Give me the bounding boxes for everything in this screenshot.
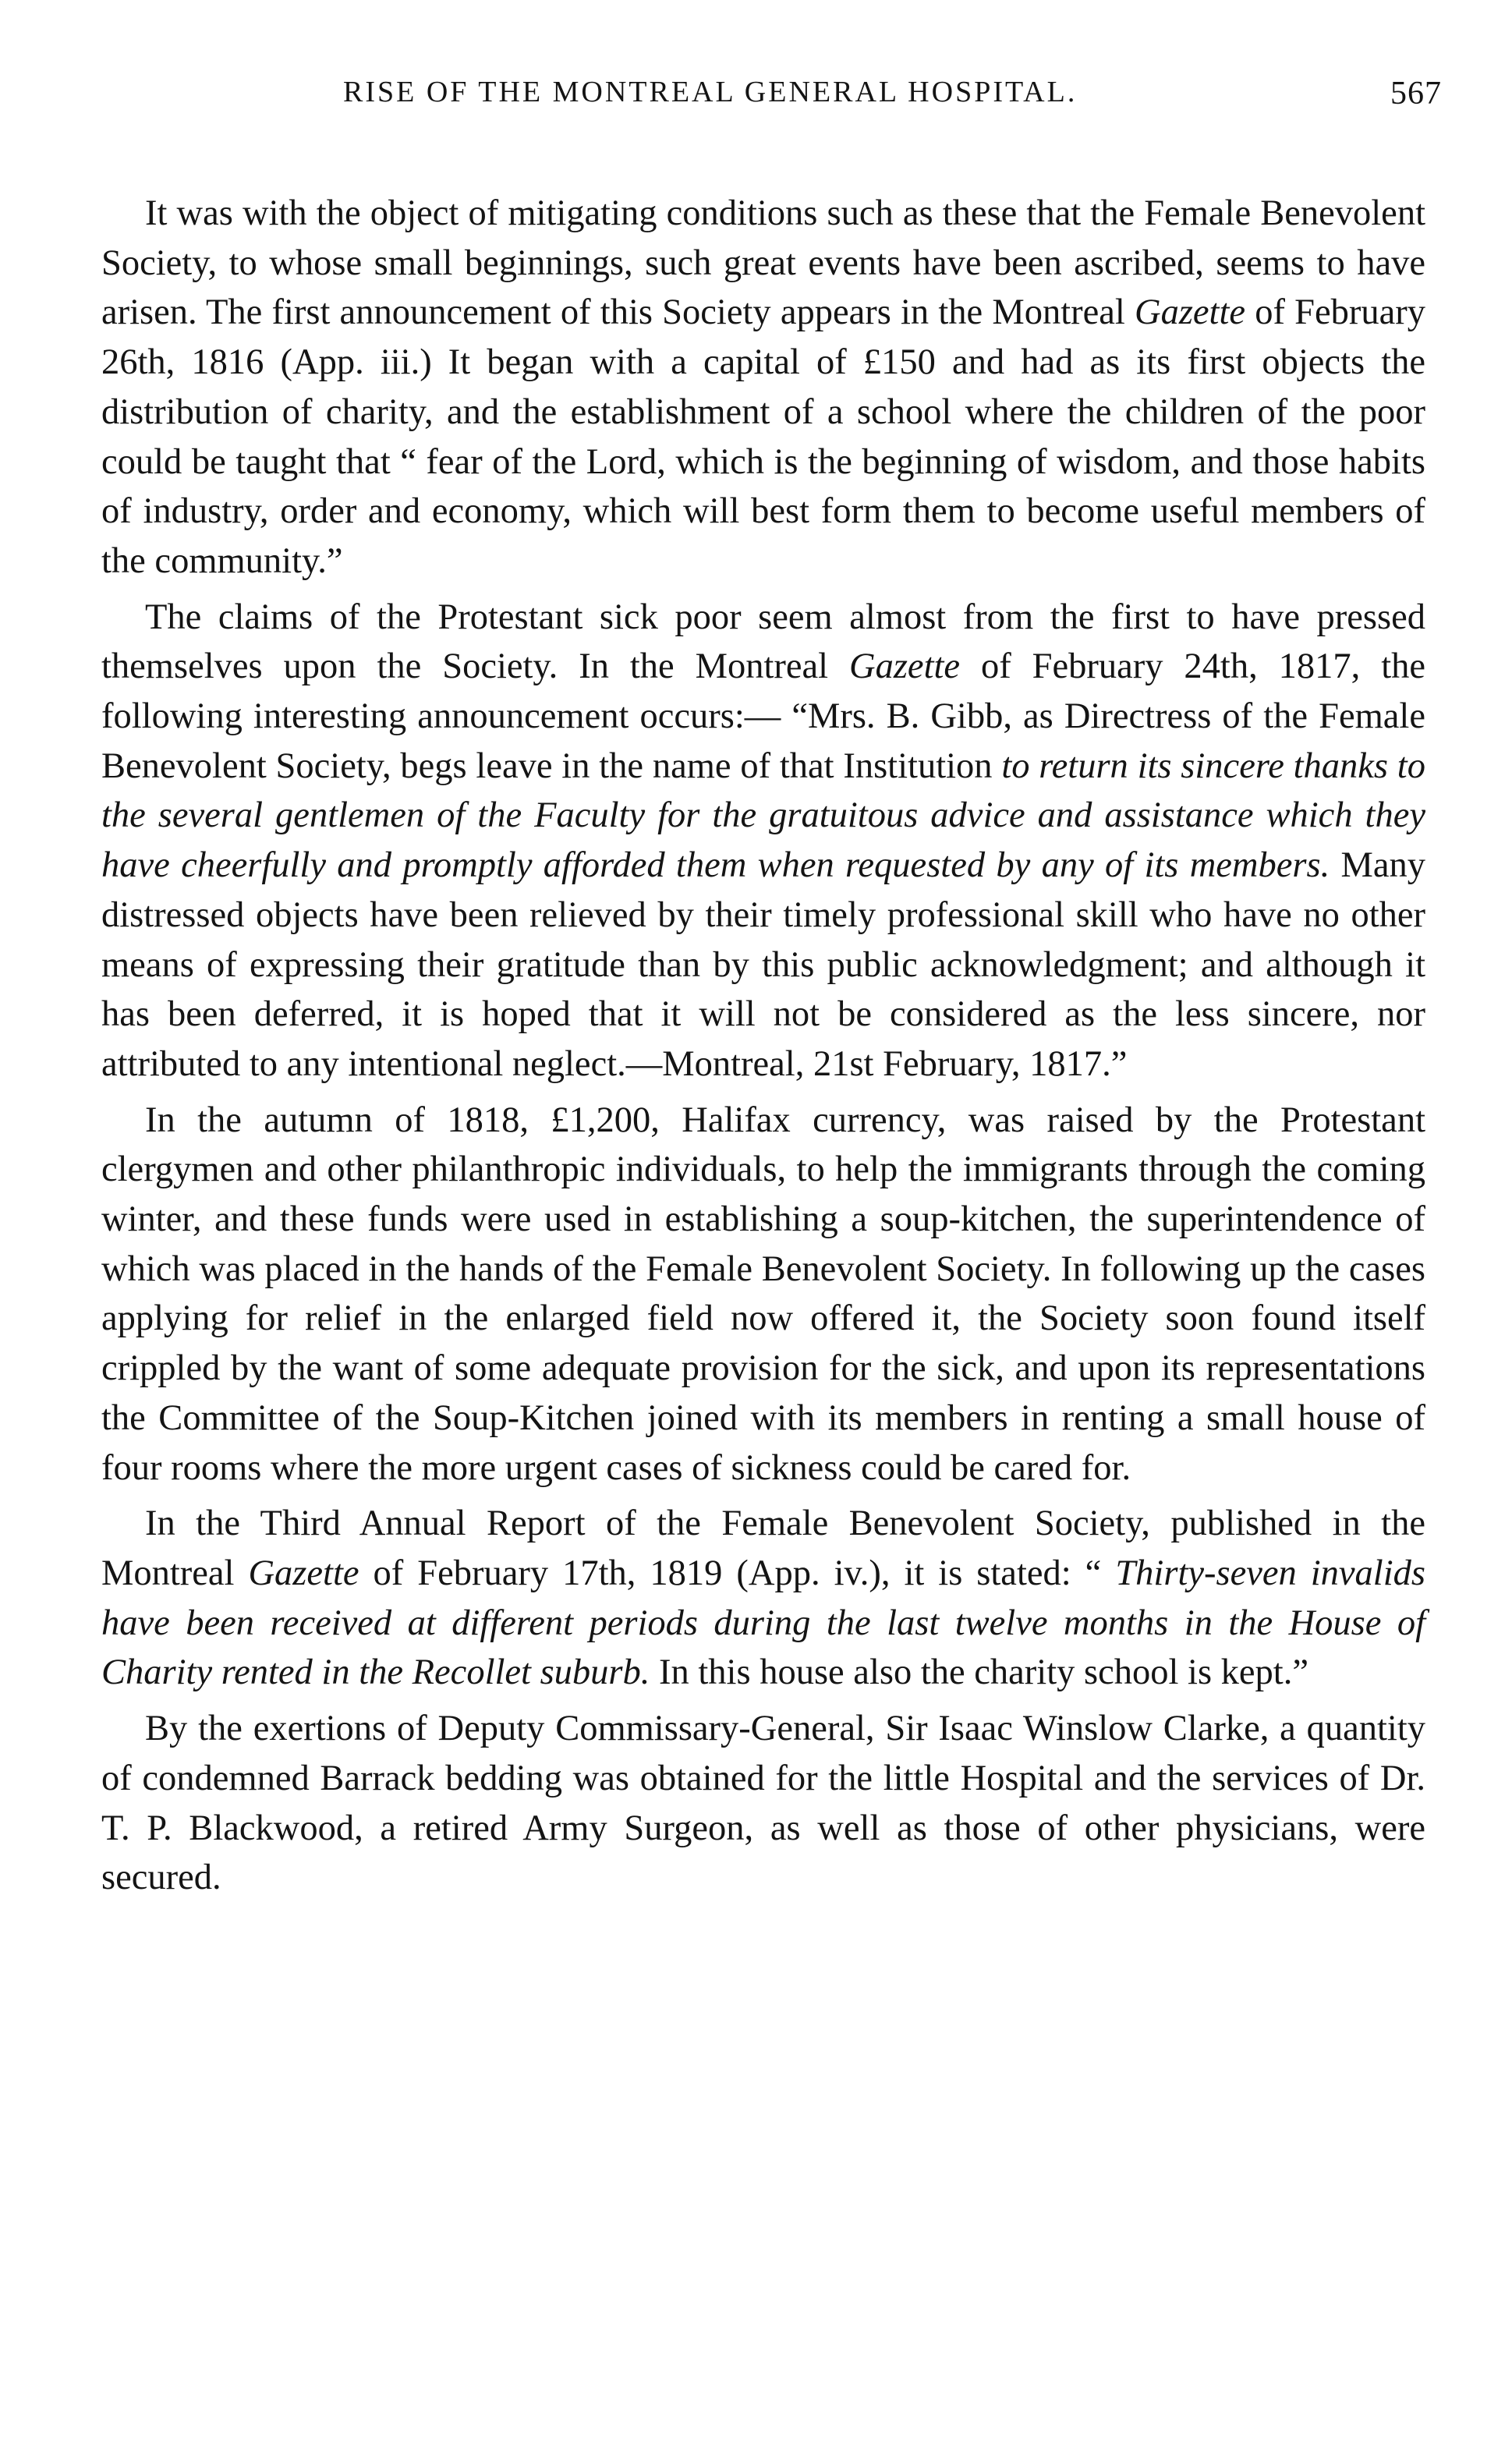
page-number: 567 (1390, 76, 1442, 112)
running-header (101, 75, 1442, 129)
text-run: of February 26th, 1816 (App. iii.) It began with a capital of £150 and had as its first objects the distribution of charity, and the establishment of a school where the children of the poor could be taught that “ fear of the Lord, which is the beginning of wisdom, and those habits of industry, order and economy, which will best form them to become useful members of the community.” (101, 292, 1425, 581)
italic-text-run: Gazette (849, 646, 961, 687)
italic-text-run: Gazette (248, 1553, 359, 1593)
italic-text-run: Gazette (1134, 292, 1246, 333)
text-run: In the Third Annual Report of the Female Benevolent Society, published in the Montreal (101, 1504, 1425, 1593)
paragraph-4 (101, 1499, 1425, 1698)
text-run: It was with the object of mitigating conditions such as these that the Female Benevolent Society, to whose small beginnings, such great events have been ascribed, seems to have arisen. The first announcement of this Society appears in the Montreal (101, 193, 1425, 333)
italic-text-run: Thirty-seven invalids have been received at different periods during the last twelve months in the House of Charity rented in the Recollet suburb. (101, 1553, 1425, 1693)
italic-text-run: to return its sincere thanks to the several gentlemen of the Faculty for the gratuitous advice and assistance which they have cheerfully and promptly afforded them when requested by any of its members. (101, 746, 1425, 886)
paragraph-3 (101, 1096, 1425, 1493)
body-text (101, 189, 1425, 1903)
paragraph-1 (101, 189, 1425, 586)
running-title: RISE OF THE MONTREAL GENERAL HOSPITAL. (343, 76, 1078, 108)
text-run: By the exertions of Deputy Commissary-General, Sir Isaac Winslow Clarke, a quantity of condemned Barrack bedding was obtained for the little Hospital and the services of Dr. T. P. Blackwood, a retired Army Surgeon, as well as those of other physicians, were secured. (101, 1709, 1425, 1898)
text-run: The claims of the Protestant sick poor seem almost from the first to have pressed themselves upon the Society. In the Montreal (101, 597, 1425, 687)
text-run: In this house also the charity school is kept.” (650, 1652, 1308, 1693)
paragraph-5 (101, 1704, 1425, 1903)
text-run: of February 17th, 1819 (App. iv.), it is stated: “ (359, 1553, 1116, 1593)
text-run: of February 24th, 1817, the following interesting announcement occurs:— “Mrs. B. Gibb, as Directress of the Female Benevolent Society, begs leave in the name of that Institution (101, 646, 1426, 786)
paragraph-2 (101, 593, 1425, 1089)
text-run: In the autumn of 1818, £1,200, Halifax currency, was raised by the Protestant clergymen and other philanthropic individuals, to help the immigrants through the coming winter, and these funds were used in establishing a soup-kitchen, the superintendence of which was placed in the hands of the Female Benevolent Society. In following up the cases applying for relief in the enlarged field now offered it, the Society soon found itself crippled by the want of some adequate provision for the sick, and upon its representations the Committee of the Soup-Kitchen joined with its members in renting a small house of four rooms where the more urgent cases of sickness could be cared for. (101, 1100, 1425, 1488)
text-run: Many distressed objects have been relieved by their timely professional skill who have no other means of expressing their gratitude than by this public acknowledgment; and although it has been deferred, it is hoped that it will not be considered as the less sincere, nor attributed to any intentional neglect.—Montreal, 21st February, 1817.” (101, 845, 1425, 1084)
